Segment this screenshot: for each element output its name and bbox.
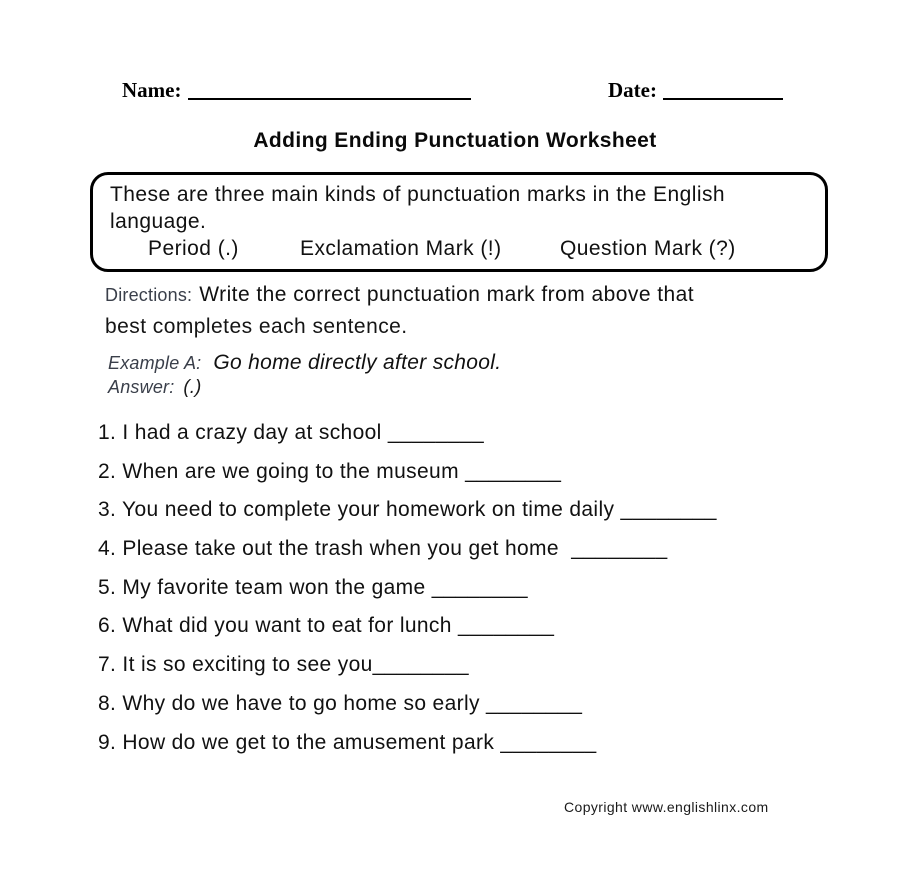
answer-value: (.) bbox=[183, 377, 202, 398]
question-item-9: 9. How do we get to the amusement park ________ bbox=[98, 730, 597, 754]
name-line bbox=[188, 96, 471, 100]
mark-question: Question Mark (?) bbox=[560, 237, 736, 260]
punctuation-info-box bbox=[90, 172, 828, 272]
question-item-3: 3. You need to complete your homework on time daily ________ bbox=[98, 498, 717, 522]
directions-label: Directions: bbox=[105, 285, 193, 305]
name-label: Name: bbox=[122, 78, 182, 102]
example-label: Example A: bbox=[108, 353, 202, 373]
question-item-8: 8. Why do we have to go home so early ________ bbox=[98, 691, 583, 715]
answer-label: Answer: bbox=[108, 377, 175, 397]
question-item-7: 7. It is so exciting to see you________ bbox=[98, 653, 469, 677]
copyright-text: Copyright www.englishlinx.com bbox=[564, 799, 769, 815]
answer-row bbox=[108, 377, 201, 399]
date-field-row bbox=[608, 78, 783, 103]
question-list bbox=[98, 413, 838, 761]
info-box-line-2: language. bbox=[110, 210, 207, 233]
question-item-4: 4. Please take out the trash when you get home ________ bbox=[98, 537, 668, 561]
question-item-6: 6. What did you want to eat for lunch ________ bbox=[98, 614, 555, 638]
info-box-line-1: These are three main kinds of punctuation marks in the English bbox=[110, 183, 726, 206]
directions-text-line-1: Write the correct punctuation mark from above that bbox=[199, 283, 695, 306]
date-label: Date: bbox=[608, 78, 657, 102]
name-field-row bbox=[122, 78, 471, 103]
question-item-5: 5. My favorite team won the game ________ bbox=[98, 575, 528, 599]
question-item-2: 2. When are we going to the museum ________ bbox=[98, 459, 562, 483]
directions-row bbox=[105, 283, 694, 307]
question-item-1: 1. I had a crazy day at school ________ bbox=[98, 421, 485, 444]
page-title: Adding Ending Punctuation Worksheet bbox=[253, 129, 657, 152]
mark-exclamation: Exclamation Mark (!) bbox=[300, 237, 502, 260]
example-sentence: Go home directly after school. bbox=[213, 351, 502, 374]
example-row bbox=[108, 351, 501, 375]
date-line bbox=[663, 96, 783, 100]
directions-text-line-2: best completes each sentence. bbox=[105, 315, 408, 338]
mark-period: Period (.) bbox=[148, 237, 239, 260]
